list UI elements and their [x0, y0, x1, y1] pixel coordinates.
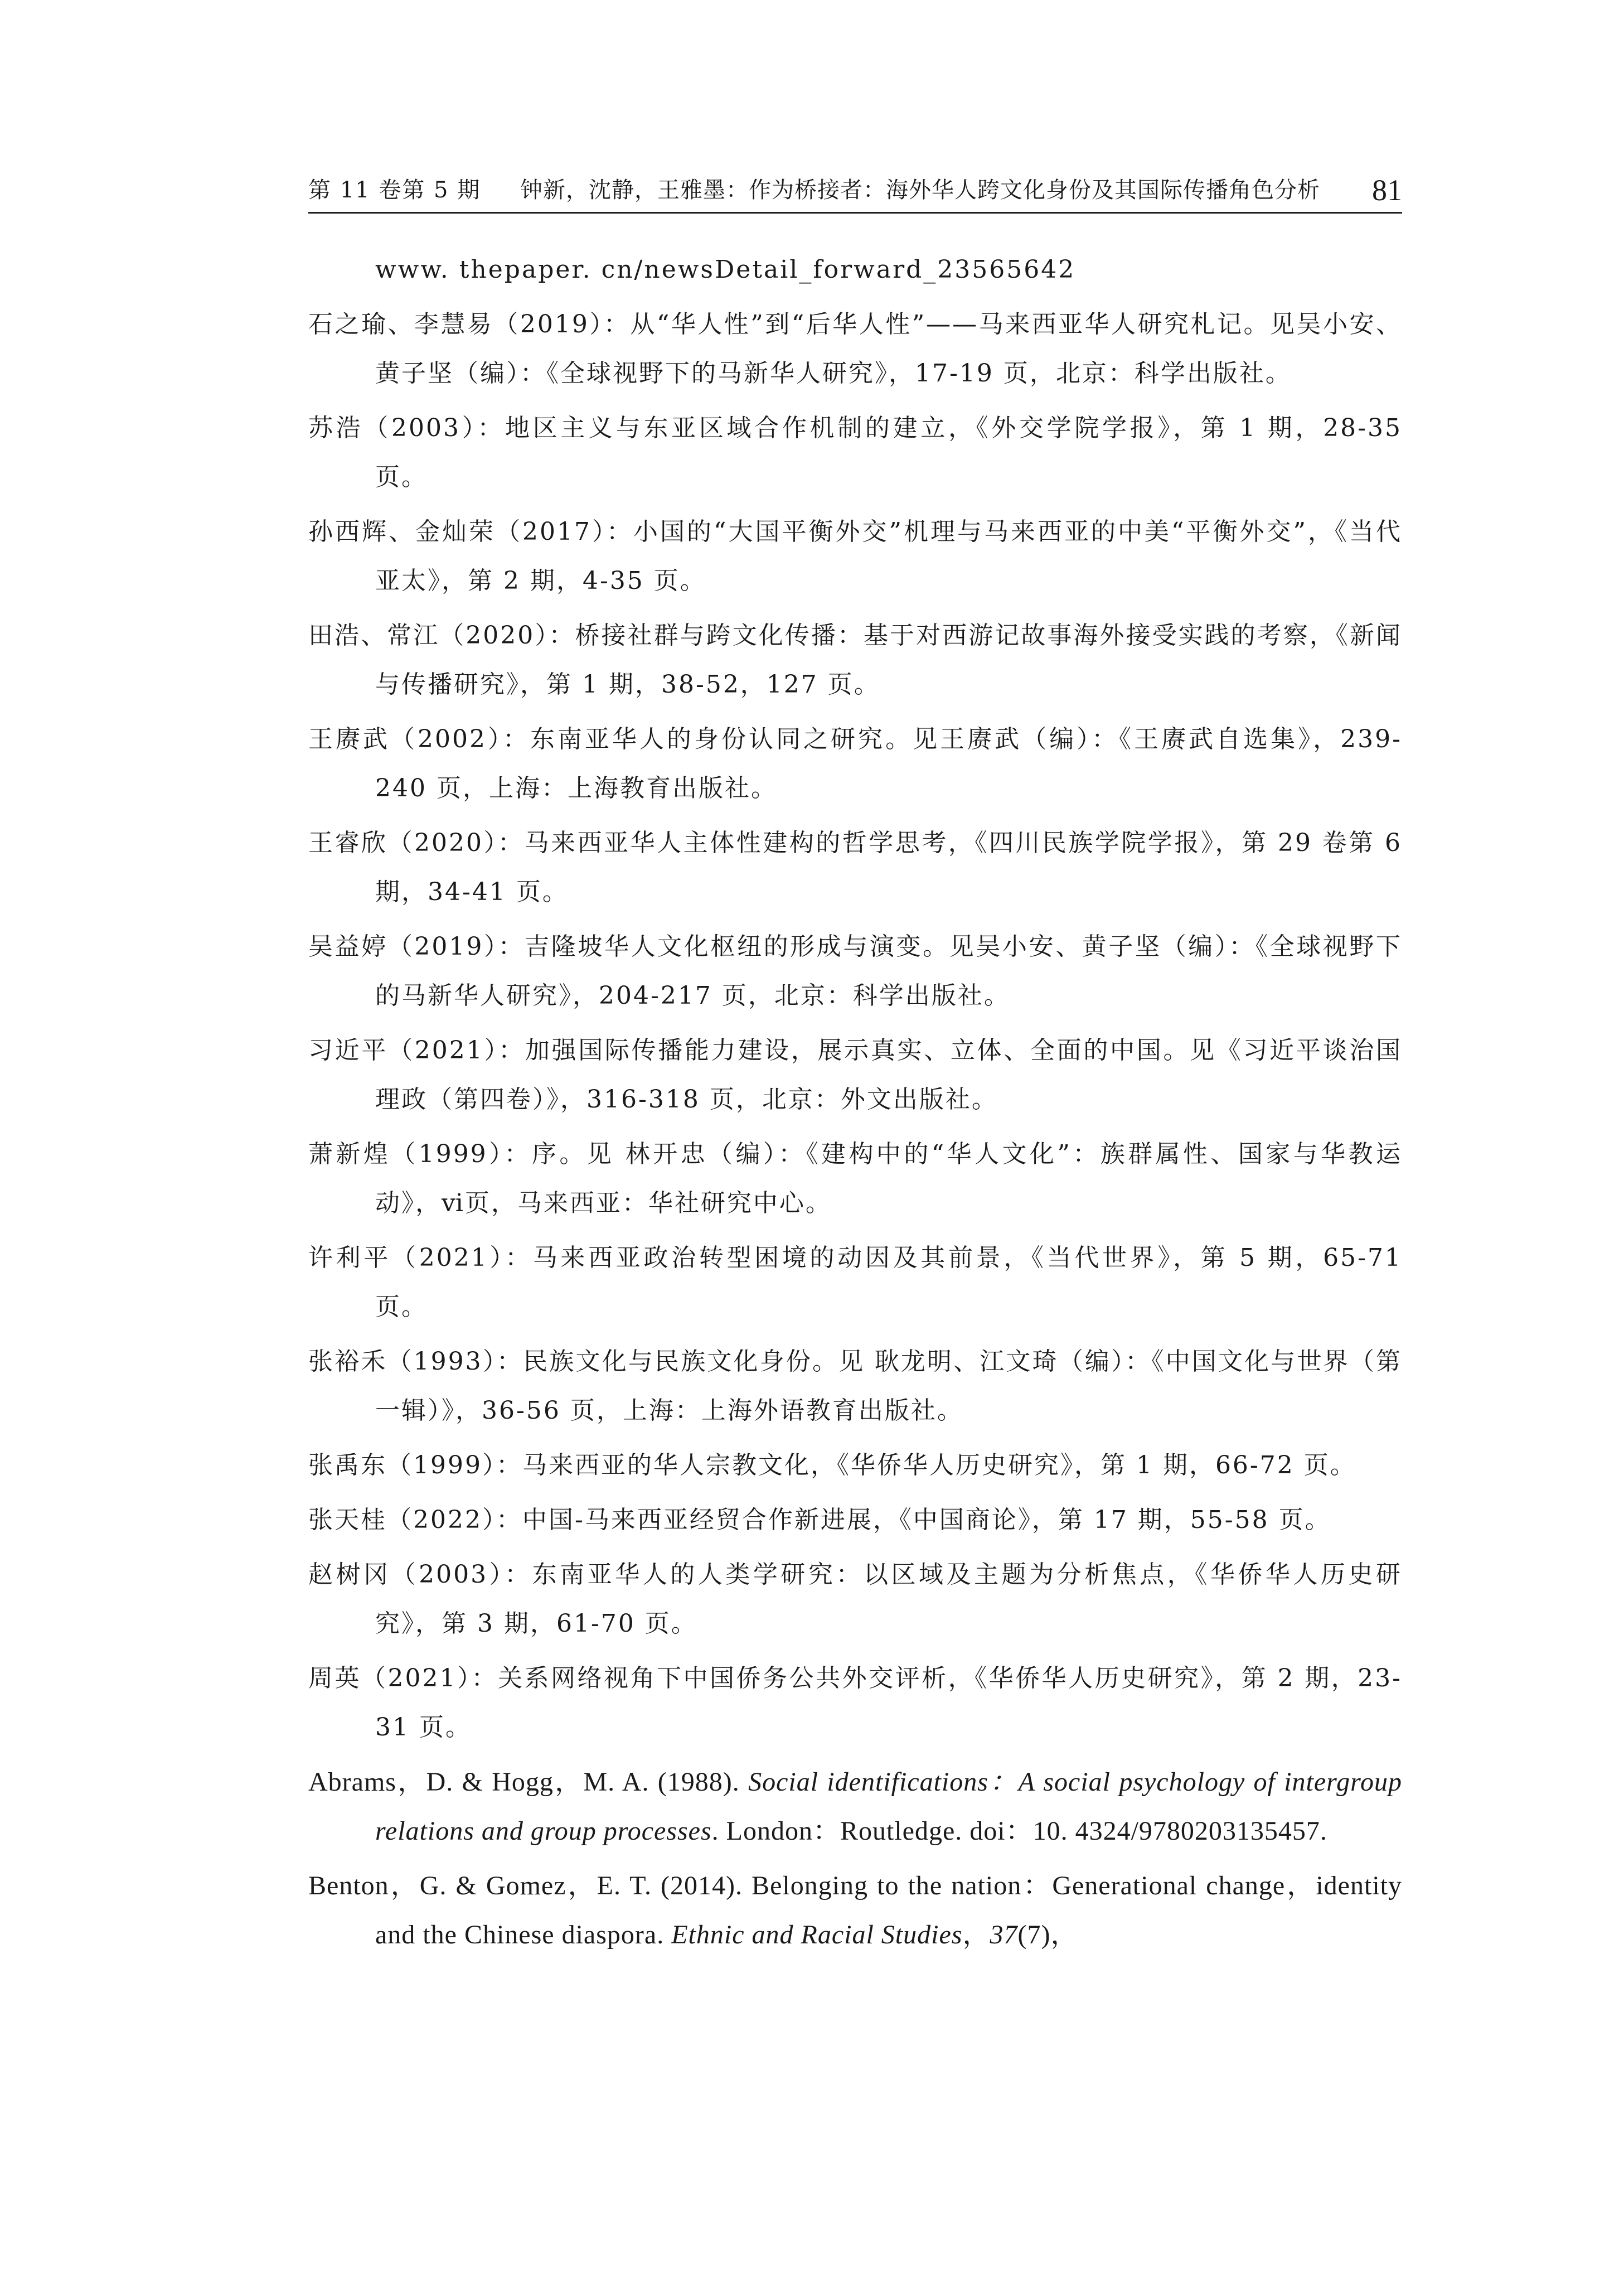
- reference-volume: 37: [990, 1920, 1018, 1950]
- reference-item: 田浩、常江（2020）：桥接社群与跨文化传播：基于对西游记故事海外接受实践的考察，《新闻与传播研究》，第 1 期，38-52，127 页。: [308, 621, 1402, 699]
- reference-item: 王睿欣（2020）：马来西亚华人主体性建构的哲学思考，《四川民族学院学报》，第 29 卷第 6 期，34-41 页。: [308, 829, 1402, 906]
- reference-item: 张裕禾（1993）：民族文化与民族文化身份。见 耿龙明、江文琦（编）：《中国文化与世界（第一辑）》，36-56 页，上海：上海外语教育出版社。: [308, 1347, 1402, 1425]
- journal-issue: 第 11 卷第 5 期: [308, 177, 481, 203]
- reference-lead: Benton，G. & Gomez，E. T. (2014). Belonging to the nation：Generational change，identity and the Chinese diaspora.: [308, 1871, 1402, 1950]
- reference-item: 张天桂（2022）：中国-马来西亚经贸合作新进展，《中国商论》，第 17 期，55-58 页。: [308, 1506, 1331, 1534]
- reference-item: 王赓武（2002）：东南亚华人的身份认同之研究。见王赓武（编）：《王赓武自选集》，239-240 页，上海：上海教育出版社。: [308, 725, 1402, 802]
- reference-list: [308, 245, 1402, 1965]
- reference-item: 习近平（2021）：加强国际传播能力建设，展示真实、立体、全面的中国。见《习近平谈治国理政（第四卷）》，316-318 页，北京：外文出版社。: [308, 1036, 1402, 1114]
- reference-url-continuation[interactable]: www. thepaper. cn/newsDetail_forward_23565642: [375, 255, 1076, 284]
- reference-lead: Abrams，D. & Hogg，M. A. (1988).: [308, 1767, 749, 1797]
- reference-issue-tail: (7)，: [1017, 1920, 1078, 1950]
- running-header: [308, 167, 1402, 214]
- reference-item: 许利平（2021）：马来西亚政治转型困境的动因及其前景，《当代世界》，第 5 期，65-71 页。: [308, 1244, 1402, 1321]
- reference-item: 孙西辉、金灿荣（2017）：小国的“大国平衡外交”机理与马来西亚的中美“平衡外交”，《当代亚太》，第 2 期，4-35 页。: [308, 517, 1402, 595]
- reference-item: 石之瑜、李慧易（2019）：从“华人性”到“后华人性”——马来西亚华人研究札记。见吴小安、黄子坚（编）：《全球视野下的马新华人研究》，17-19 页，北京：科学出版社。: [308, 310, 1402, 388]
- reference-item: 张禹东（1999）：马来西亚的华人宗教文化，《华侨华人历史研究》，第 1 期，66-72 页。: [308, 1451, 1356, 1479]
- reference-item: 吴益婷（2019）：吉隆坡华人文化枢纽的形成与演变。见吴小安、黄子坚（编）：《全球视野下的马新华人研究》，204-217 页，北京：科学出版社。: [308, 932, 1402, 1010]
- reference-tail: ，: [962, 1920, 990, 1950]
- reference-tail: . London：Routledge. doi：10. 4324/9780203135457.: [711, 1816, 1327, 1846]
- reference-item: 赵树冈（2003）：东南亚华人的人类学研究：以区域及主题为分析焦点，《华侨华人历史研究》，第 3 期，61-70 页。: [308, 1560, 1402, 1638]
- reference-item-abrams: [308, 1758, 1402, 1856]
- reference-item-benton: [308, 1861, 1402, 1960]
- reference-item: 苏浩（2003）：地区主义与东亚区域合作机制的建立，《外交学院学报》，第 1 期，28-35 页。: [308, 414, 1402, 491]
- reference-book-title: Social identifications：A social psychology of intergroup relations and group processes: [375, 1767, 1402, 1846]
- reference-item: 周英（2021）：关系网络视角下中国侨务公共外交评析，《华侨华人历史研究》，第 2 期，23-31 页。: [308, 1664, 1402, 1742]
- page-number: 81: [1372, 173, 1402, 207]
- reference-item: 萧新煌（1999）：序。见 林开忠（编）：《建构中的“华人文化”：族群属性、国家与华教运动》，ⅵ页，马来西亚：华社研究中心。: [308, 1140, 1402, 1217]
- article-running-title: 钟新，沈静，王雅墨：作为桥接者：海外华人跨文化身份及其国际传播角色分析: [520, 177, 1320, 203]
- reference-journal-title: Ethnic and Racial Studies: [671, 1920, 963, 1950]
